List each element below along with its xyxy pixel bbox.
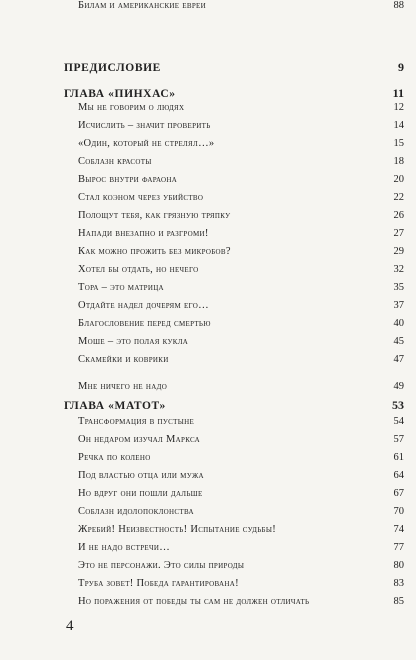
toc-entry-page: 27: [393, 228, 404, 239]
toc-entry-title: Стал коэном через убийство: [78, 192, 204, 203]
toc-entry-title: Речка по колено: [78, 452, 151, 463]
toc-entry-page: 67: [393, 488, 404, 499]
toc-entry-title: Скамейки и коврики: [78, 354, 169, 365]
toc-section-entry: [78, 336, 404, 354]
toc-entry-title: Труба зовет! Победа гарантирована!: [78, 578, 239, 589]
toc-section-entry: [78, 560, 404, 578]
toc-section-entry: [78, 264, 404, 282]
toc-entry-page: 40: [393, 318, 404, 329]
page-number: 4: [66, 618, 74, 634]
toc-section-entry: [78, 120, 404, 138]
toc-section-entry: [78, 228, 404, 246]
toc-entry-title: ГЛАВА «МАТОТ»: [64, 400, 166, 412]
toc-entry-title: Жребий! Неизвестность! Испытание судьбы!: [78, 524, 277, 535]
toc-section-entry: [78, 578, 404, 596]
toc-section-entry: [78, 174, 404, 192]
toc-entry-page: 53: [392, 398, 404, 412]
toc-section-entry: [78, 300, 404, 318]
toc-section-entry: [78, 138, 404, 156]
toc-entry-page: 20: [393, 174, 404, 185]
toc-entry-title: Тора – это матрица: [78, 282, 164, 293]
toc-entry-page: 26: [393, 210, 404, 221]
toc-entry-title: Мы не говорим о людях: [78, 102, 185, 113]
toc-entry-page: 18: [393, 156, 404, 167]
toc-section-entry: [78, 381, 404, 399]
toc-section-entry: [78, 354, 404, 372]
toc-entry-page: 85: [393, 596, 404, 607]
toc-entry-title: «Один, который не стрелял…»: [78, 138, 215, 149]
toc-section-entry: [78, 192, 404, 210]
toc-entry-title: Под властью отца или мужа: [78, 470, 204, 481]
toc-entry-page: 88: [393, 0, 404, 11]
toc-entry-page: 35: [393, 282, 404, 293]
toc-entry-title: Соблазн идолопоклонства: [78, 506, 194, 517]
toc-entry-page: 77: [393, 542, 404, 553]
toc-entry-title: Мне ничего не надо: [78, 381, 168, 392]
toc-entry-title: И не надо встречи…: [78, 542, 171, 553]
toc-entry-title: Отдайте надел дочерям его…: [78, 300, 209, 311]
toc-entry-title: Хотел бы отдать, но нечего: [78, 264, 199, 275]
toc-entry-title: Трансформация в пустыне: [78, 416, 195, 427]
toc-section-entry: [78, 506, 404, 524]
toc-entry-title: Вырос внутри фараона: [78, 174, 178, 185]
toc-section-entry: [78, 470, 404, 488]
toc-section-entry: [78, 488, 404, 506]
toc-section-entry: [78, 246, 404, 264]
toc-section-entry: [78, 434, 404, 452]
toc-entry-page: 83: [393, 578, 404, 589]
toc-entry-title: Он недаром изучал Маркса: [78, 434, 200, 445]
toc-chapter-entry: [64, 60, 404, 78]
toc-entry-page: 29: [393, 246, 404, 257]
toc-entry-title: Но вдруг они пошли дальше: [78, 488, 203, 499]
toc-section-entry: [78, 0, 404, 18]
toc-section-entry: [78, 416, 404, 434]
toc-section-entry: [78, 102, 404, 120]
toc-entry-title: Как можно прожить без микробов?: [78, 246, 231, 257]
toc-section-entry: [78, 542, 404, 560]
toc-entry-page: 15: [393, 138, 404, 149]
toc-entry-page: 47: [393, 354, 404, 365]
toc-entry-title: Напади внезапно и разгроми!: [78, 228, 209, 239]
toc-entry-page: 80: [393, 560, 404, 571]
toc-section-entry: [78, 210, 404, 228]
toc-entry-title: Полощут тебя, как грязную тряпку: [78, 210, 231, 221]
toc-entry-title: Благословение перед смертью: [78, 318, 211, 329]
toc-entry-page: 11: [392, 86, 404, 100]
toc-section-entry: [78, 282, 404, 300]
toc-entry-page: 22: [393, 192, 404, 203]
toc-entry-page: 70: [393, 506, 404, 517]
toc-entry-page: 12: [393, 102, 404, 113]
toc-entry-page: 32: [393, 264, 404, 275]
toc-entry-page: 9: [398, 60, 404, 74]
toc-entry-page: 64: [393, 470, 404, 481]
toc-entry-title: Билам и американские евреи: [78, 0, 206, 11]
toc-section-entry: [78, 596, 404, 614]
toc-entry-page: 14: [393, 120, 404, 131]
toc-entry-page: 54: [393, 416, 404, 427]
toc-entry-title: Но поражения от победы ты сам не должен отличать: [78, 596, 310, 607]
toc-entry-title: ПРЕДИСЛОВИЕ: [64, 62, 161, 74]
toc-entry-title: Исчислить – значит проверить: [78, 120, 211, 131]
toc-entry-title: ГЛАВА «ПИНХАС»: [64, 88, 176, 100]
toc-section-entry: [78, 452, 404, 470]
toc-chapter-entry: [64, 398, 404, 416]
toc-entry-page: 61: [393, 452, 404, 463]
toc-section-entry: [78, 524, 404, 542]
toc-section-entry: [78, 318, 404, 336]
toc-entry-page: 37: [393, 300, 404, 311]
toc-entry-title: Соблазн красоты: [78, 156, 152, 167]
toc-entry-page: 57: [393, 434, 404, 445]
toc-entry-title: Это не персонажи. Это силы природы: [78, 560, 245, 571]
toc-section-entry: [78, 156, 404, 174]
toc-entry-page: 74: [393, 524, 404, 535]
toc-entry-title: Моше – это полая кукла: [78, 336, 189, 347]
toc-entry-page: 45: [393, 336, 404, 347]
toc-entry-page: 49: [393, 381, 404, 392]
